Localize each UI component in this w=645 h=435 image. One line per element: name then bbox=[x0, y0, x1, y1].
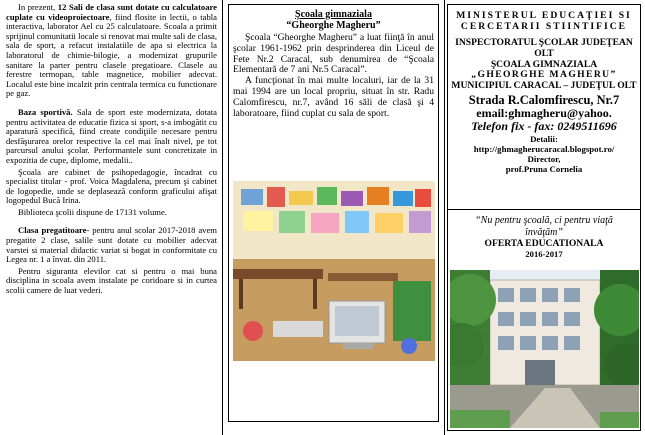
history-heading: Şcoala gimnaziala bbox=[295, 9, 372, 20]
details-label: Detalii: bbox=[530, 134, 558, 144]
blog-link[interactable]: http://ghmagherucaracal.blogspot.ro/ bbox=[473, 144, 615, 154]
history-subheading: “Gheorghe Magheru” bbox=[286, 20, 381, 31]
column-facilities bbox=[0, 0, 221, 435]
inspectorate-name: INSPECTORATUL ŞCOLAR JUDEŢEAN OLT bbox=[455, 37, 633, 59]
municipality: MUNICIPIUL CARACAL – JUDEŢUL OLT bbox=[451, 79, 637, 91]
offer-title: OFERTA EDUCATIONALA bbox=[484, 238, 604, 249]
column-history bbox=[228, 4, 439, 422]
paragraph-sports: Baza sportivă. Sala de sport este modernizata, dotata pentru activitatea de educatie fizica si sport, s-a imbogătit cu aparatură specifică, fiind create condiţiile necesare pentru desfăşurarea orelor respective la cel mai înalt nivel, pe tot parcursul anului şcolar. Performantele sunt concretizate in expozitia de cupe, diplome, medalii.. bbox=[6, 106, 217, 165]
school-building-photo bbox=[450, 270, 639, 428]
director-name: prof.Pruna Cornelia bbox=[505, 164, 583, 174]
paragraph-location: A funcţionat în mai multe localuri, iar de la 31 mai 1994 are un local propriu, situat în str. Radu Calomfirescu, nr.7, având 16 săli de clasă şi 4 laboratoare, fiind cuplat cu sala de sport. bbox=[233, 75, 434, 119]
school-name: „GHEORGHE MAGHERU” bbox=[471, 69, 617, 81]
ministry-name: MINISTERUL EDUCAŢIEI SI CERCETARII STIINTIFICE bbox=[456, 10, 632, 32]
offer-year: 2016-2017 bbox=[525, 249, 563, 259]
school-type: ŞCOALA GIMNAZIALA bbox=[490, 58, 598, 70]
offer-header bbox=[448, 209, 640, 270]
paragraph-cabinets: Şcoala are cabinet de psihopedagogie, încadrat cu specialist titular - prof. Voica Magdalena, precum şi cabinet de logopedie, unde se deplasează conform graficului afişat logopedul Bucă Irina. bbox=[6, 166, 217, 206]
classroom-photo bbox=[233, 181, 435, 361]
column-contact bbox=[447, 4, 641, 431]
column-divider bbox=[444, 0, 445, 435]
motto: “Nu pentru şcoală, ci pentru viaţă învăţăm” bbox=[475, 215, 613, 238]
email-address[interactable]: email:ghmagheru@yahoo. bbox=[476, 106, 612, 121]
paragraph-equipment: In prezent, 12 Sali de clasa sunt dotate cu calculatoare cuplate cu videoproiectoare, fiind flosite in lectii, o tabla interactiva, laborator Ael cu 25 calculatoare. Scoala a primit sprijinul comunitatii locale si renovat mai multe sali de clasa, sala de sport, a refacut instalatiile de apa si electrica la laboratorul de chimie-bilogie, a modernizat grupurile sanitare la parter pentru clasele pregatioare. Clasele au ferestre termopan, table magnetice, mobilier adecvat. Localul este bine incalzit prin centrala termica cu functionare pe gaz. bbox=[6, 2, 217, 99]
director-title: Director, bbox=[527, 154, 561, 164]
column-divider bbox=[222, 0, 223, 435]
paragraph-security: Pentru siguranta elevilor cat si pentru o mai buna disciplina in scoala avem instalate pe coridoare si in curtea scolii camere de luat vederi. bbox=[6, 265, 217, 296]
phone-fax: Telefon fix - fax: 0249511696 bbox=[471, 119, 617, 134]
street-address: Strada R.Calomfirescu, Nr.7 bbox=[468, 93, 620, 107]
school-identity bbox=[448, 5, 640, 203]
paragraph-library: Biblioteca şcolii dispune de 17131 volume. bbox=[18, 206, 167, 217]
paragraph-preparatory: Clasa pregatitoare- pentru anul scolar 2017-2018 avem pregatite 2 clase, salile sunt dotate cu mobilier adecvat varstei si material didactic variat si bogat in conformitate cu Legea nr. 1 a învat. din 2011. bbox=[6, 225, 217, 265]
paragraph-founding: Şcoala “Gheorghe Magheru” a luat fiinţă în anul şcolar 1961-1962 prin desprinderea din Liceul de Fete Nr.2 Caracal, sub denumirea de “Şcoala Elementară de 7 ani Nr.5 Caracal”. bbox=[233, 32, 434, 76]
